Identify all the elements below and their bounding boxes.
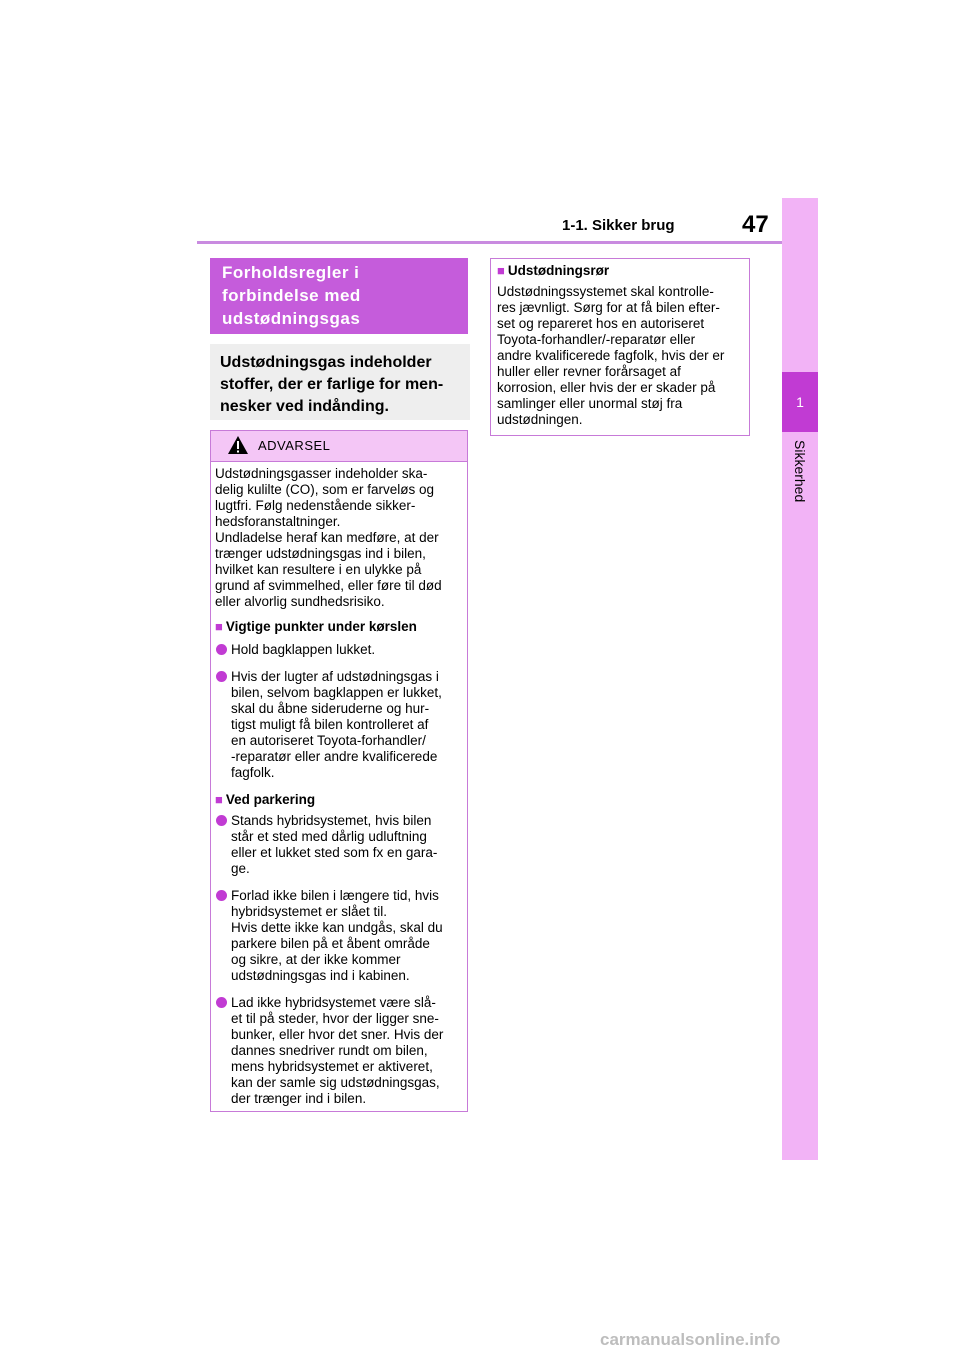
list-item-line: hybridsystemet er slået til. — [231, 904, 388, 919]
list-item-line: Lad ikke hybridsystemet være slå- — [231, 995, 436, 1010]
warning-intro-line: delig kulilte (CO), som er farveløs og — [215, 482, 435, 497]
list-item-line: fagfolk. — [231, 765, 275, 780]
list-item-text — [231, 642, 463, 658]
subsection-heading — [497, 263, 743, 279]
list-item — [215, 888, 463, 984]
round-bullet-icon — [216, 815, 227, 826]
list-item-line: skal du åbne sideruderne og hur- — [231, 701, 430, 716]
list-item-line: Hvis dette ikke kan undgås, skal du — [231, 920, 443, 935]
subsection-heading-text: Vigtige punkter under kørslen — [225, 619, 417, 634]
exhaust-pipe-line: andre kvalificerede fagfolk, hvis der er — [497, 348, 725, 363]
side-tab-label: Sikkerhed — [792, 440, 808, 503]
list-item-line: eller et lukket sted som fx en gara- — [231, 845, 438, 860]
page-number: 47 — [742, 211, 769, 238]
list-item-line: ge. — [231, 861, 250, 876]
list-item-line: tigst muligt få bilen kontrolleret af — [231, 717, 429, 732]
list-item-line: Forlad ikke bilen i længere tid, hvis — [231, 888, 439, 903]
exhaust-pipe-line: set og repareret hos en autoriseret — [497, 316, 705, 331]
warning-intro-line: Udstødningsgasser indeholder ska- — [215, 466, 428, 481]
warning-box — [210, 430, 468, 1112]
list-item-line: en autoriseret Toyota-forhandler/ — [231, 733, 426, 748]
exhaust-pipe-text — [497, 284, 743, 428]
round-bullet-icon — [216, 644, 227, 655]
list-item-line: og sikre, at der ikke kommer — [231, 952, 401, 967]
warning-header — [211, 431, 467, 462]
warning-label: ADVARSEL — [258, 438, 331, 453]
list-item — [215, 813, 463, 877]
exhaust-pipe-line: res jævnligt. Sørg for at få bilen efter- — [497, 300, 720, 315]
list-item-line: Hvis der lugter af udstødningsgas i — [231, 669, 439, 684]
list-item-text — [231, 888, 463, 984]
list-item-line: der trænger ind i bilen. — [231, 1091, 367, 1106]
exhaust-pipe-line: udstødningen. — [497, 412, 583, 427]
list-item-line: -reparatør eller andre kvalificerede — [231, 749, 438, 764]
exhaust-pipe-box — [490, 258, 750, 436]
section-heading-line: Forholdsregler i — [222, 263, 360, 282]
section-heading — [210, 258, 468, 334]
warning-intro-line: hedsforanstaltninger. — [215, 514, 341, 529]
list-item-line: bunker, eller hvor det sner. Hvis der — [231, 1027, 444, 1042]
list-item-line: Stands hybridsystemet, hvis bilen — [231, 813, 432, 828]
list-item — [215, 642, 463, 658]
header-title: 1-1. Sikker brug — [562, 217, 675, 234]
list-item-line: dannes snedriver rundt om bilen, — [231, 1043, 428, 1058]
warning-intro-line: hvilket kan resultere i en ulykke på — [215, 562, 422, 577]
subsection-heading-text: Udstødningsrør — [507, 263, 610, 278]
warning-intro-line: eller alvorlig sundhedsrisiko. — [215, 594, 385, 609]
list-item — [215, 669, 463, 781]
square-bullet-icon: ■ — [215, 792, 223, 807]
subsection-heading — [215, 619, 463, 635]
square-bullet-icon: ■ — [497, 263, 505, 278]
section-heading-line: udstødningsgas — [222, 309, 361, 328]
intro-line: nesker ved indånding. — [220, 398, 389, 415]
warning-body — [211, 462, 467, 1107]
warning-intro-line: lugtfri. Følg nedenstående sikker- — [215, 498, 416, 513]
intro-box — [210, 344, 470, 420]
round-bullet-icon — [216, 890, 227, 901]
warning-intro-line: Undladelse heraf kan medføre, at der — [215, 530, 439, 545]
intro-line: Udstødningsgas indeholder — [220, 354, 432, 371]
warning-intro-line: grund af svimmelhed, eller føre til død — [215, 578, 442, 593]
square-bullet-icon: ■ — [215, 619, 223, 634]
intro-line: stoffer, der er farlige for men- — [220, 376, 444, 393]
list-item-text — [231, 813, 463, 877]
exhaust-pipe-line: korrosion, eller hvis der er skader på — [497, 380, 716, 395]
list-item-line: mens hybridsystemet er aktiveret, — [231, 1059, 433, 1074]
exhaust-pipe-line: Toyota-forhandler/-reparatør eller — [497, 332, 696, 347]
side-tab — [782, 198, 818, 1160]
warning-intro-line: trænger udstødningsgas ind i bilen, — [215, 546, 426, 561]
watermark: carmanualsonline.info — [600, 1330, 781, 1349]
list-item — [215, 995, 463, 1107]
section-heading-line: forbindelse med — [222, 286, 361, 305]
subsection-heading — [215, 792, 463, 808]
list-item-line: bilen, selvom bagklappen er lukket, — [231, 685, 442, 700]
round-bullet-icon — [216, 671, 227, 682]
list-item-line: står et sted med dårlig udluftning — [231, 829, 427, 844]
warning-intro — [215, 466, 463, 610]
subsection-heading-text: Ved parkering — [225, 792, 316, 807]
list-item-line: udstødningsgas ind i kabinen. — [231, 968, 410, 983]
exhaust-pipe-line: huller eller revner forårsaget af — [497, 364, 681, 379]
list-item-text — [231, 669, 463, 781]
exhaust-pipe-line: samlinger eller unormal støj fra — [497, 396, 683, 411]
list-item-text — [231, 995, 463, 1107]
list-item-line: Hold bagklappen lukket. — [231, 642, 376, 657]
header-rule — [197, 241, 782, 244]
list-item-line: et til på steder, hvor der ligger sne- — [231, 1011, 439, 1026]
warning-triangle-icon — [227, 435, 249, 455]
side-tab-chapter-number: 1 — [782, 372, 818, 432]
list-item-line: kan der samle sig udstødningsgas, — [231, 1075, 440, 1090]
exhaust-pipe-line: Udstødningssystemet skal kontrolle- — [497, 284, 714, 299]
round-bullet-icon — [216, 997, 227, 1008]
list-item-line: parkere bilen på et åbent område — [231, 936, 430, 951]
